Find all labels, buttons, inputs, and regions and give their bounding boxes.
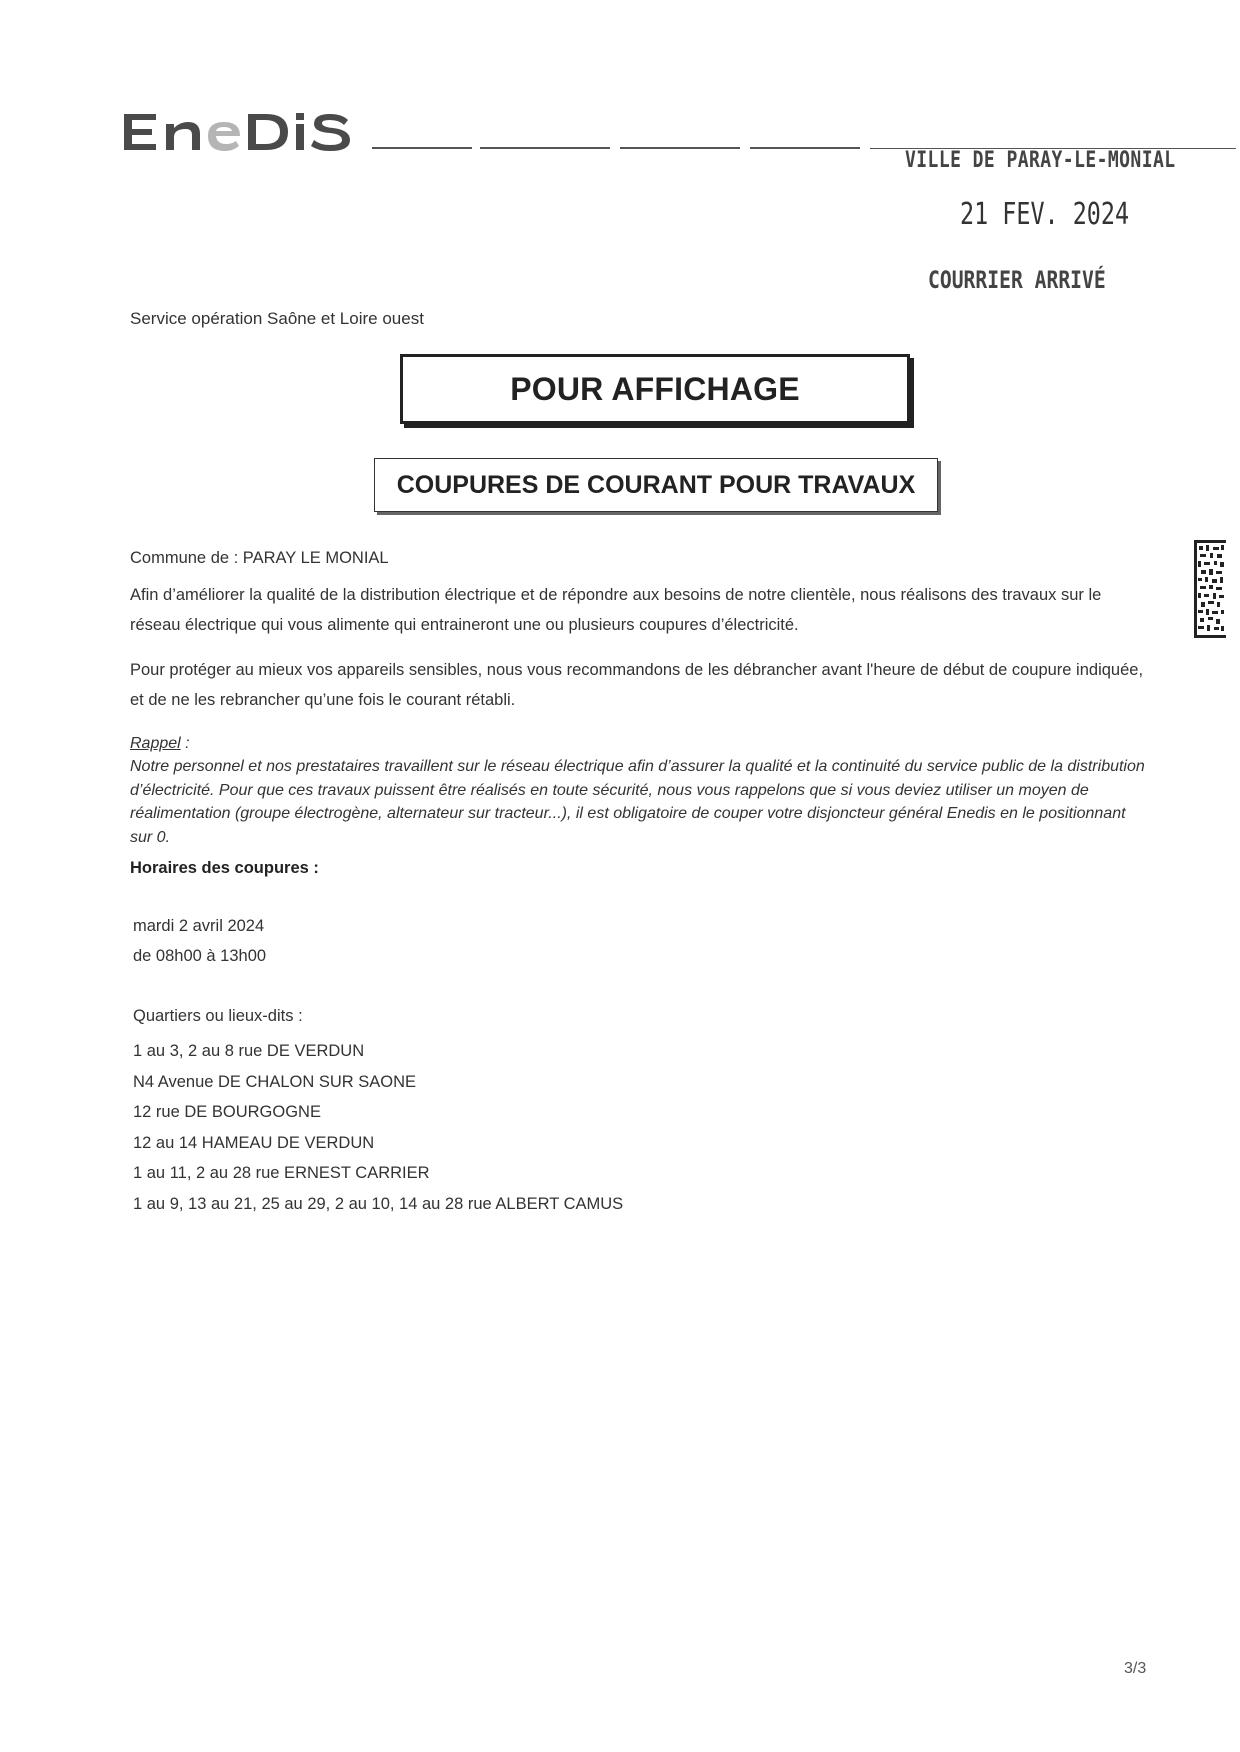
service-name: Service opération Saône et Loire ouest (130, 309, 424, 328)
title-box-sub (374, 458, 938, 512)
lieux-list (133, 1036, 623, 1219)
stamp-received: COURRIER ARRIVÉ (928, 266, 1106, 294)
page-title: POUR AFFICHAGE (510, 370, 800, 407)
datamatrix-code-icon (1194, 540, 1226, 638)
list-item: 1 au 11, 2 au 28 rue ERNEST CARRIER (133, 1164, 430, 1182)
enedis-logo (122, 100, 354, 156)
lieux-heading: Quartiers ou lieux-dits : (133, 1007, 303, 1025)
title-box-main (400, 354, 910, 424)
commune: Commune de : PARAY LE MONIAL (130, 549, 389, 567)
page-subtitle: COUPURES DE COURANT POUR TRAVAUX (396, 470, 916, 499)
rappel-heading (130, 732, 190, 756)
paragraph-intro: Afin d’améliorer la qualité de la distribution électrique et de répondre aux besoins de notre clientèle, nous réalisons des travaux sur le réseau électrique qui vous alimente qui entraineront une ou plusieurs coupures d’électricité. (130, 586, 1102, 634)
horaires-heading: Horaires des coupures : (130, 859, 319, 877)
list-item: 1 au 3, 2 au 8 rue DE VERDUN (133, 1042, 365, 1060)
rappel-label: Rappel (130, 735, 181, 752)
rappel-suffix: : (180, 735, 190, 752)
paragraph-protection: Pour protéger au mieux vos appareils sensibles, nous vous recommandons de les débrancher avant l'heure de début de coupure indiquée, et de ne les rebrancher qu’une fois le courant rétabli. (130, 661, 1144, 709)
list-item: N4 Avenue DE CHALON SUR SAONE (133, 1072, 417, 1091)
list-item: 12 au 14 HAMEAU DE VERDUN (133, 1133, 375, 1152)
header-rule-1 (372, 147, 472, 149)
coupure-hours: de 08h00 à 13h00 (133, 947, 267, 965)
coupure-date: mardi 2 avril 2024 (133, 917, 265, 935)
list-item: 12 rue DE BOURGOGNE (133, 1103, 321, 1121)
rappel-text: Notre personnel et nos prestataires travaillent sur le réseau électrique afin d’assurer la qualité et la continuité du service public de la distribution d’électricité. Pour que ces travaux puissent être réalisés en toute sécurité, nous vous rappelons que si vous deviez utiliser un moyen de réalimentation (groupe électrogène, alternateur sur tracteur...), il est obligatoire de couper votre disjoncteur général Enedis en le positionnant sur 0. (130, 758, 1145, 846)
header-rule-2 (480, 147, 610, 149)
list-item: 1 au 9, 13 au 21, 25 au 29, 2 au 10, 14 au 28 rue ALBERT CAMUS (133, 1194, 624, 1213)
header-rule-4 (750, 147, 860, 149)
page-number: 3/3 (1124, 1660, 1147, 1677)
stamp-town: VILLE DE PARAY-LE-MONIAL (905, 148, 1176, 173)
header-rule-3 (620, 147, 740, 149)
stamp-date: 21 FEV. 2024 (960, 197, 1130, 232)
